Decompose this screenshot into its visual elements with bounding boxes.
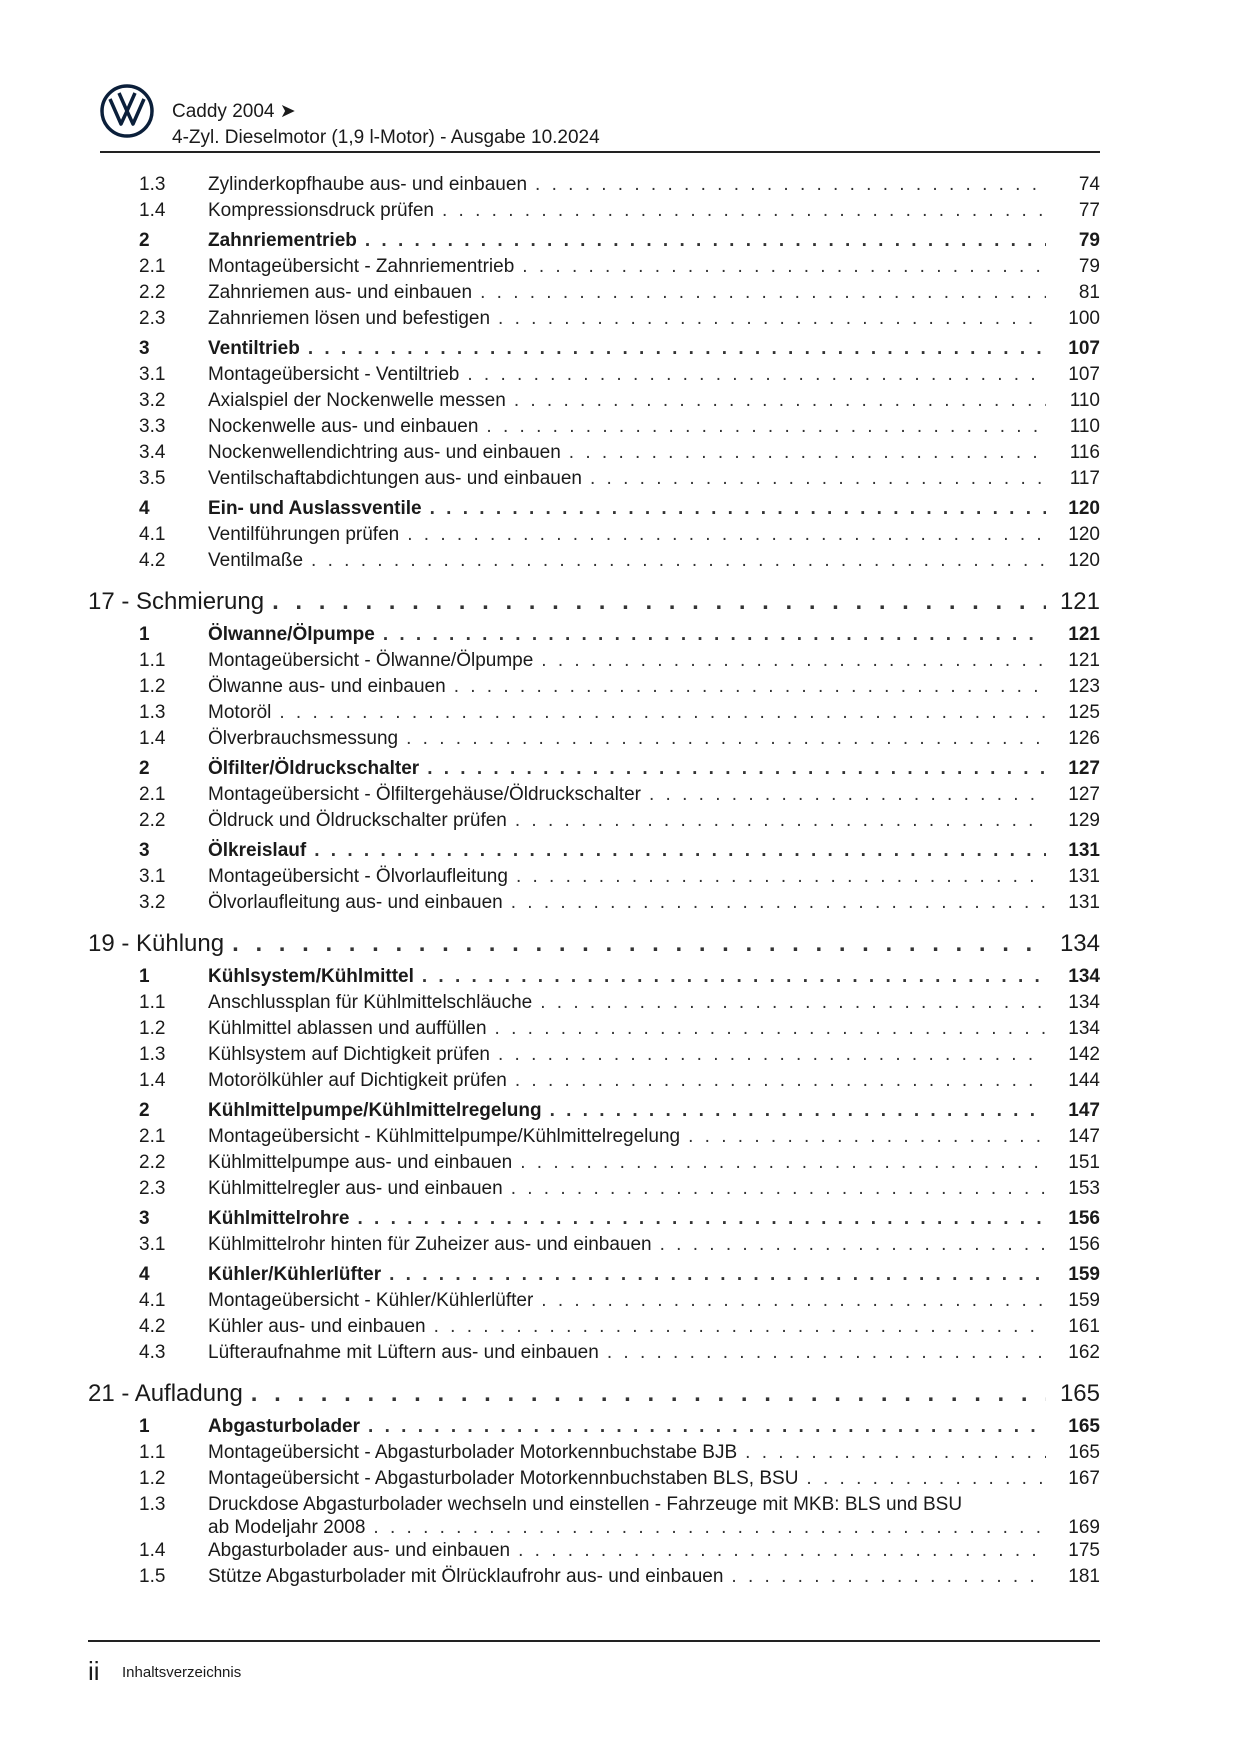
toc-leader-dots [232,928,1046,960]
toc-entry-page: 120 [1068,498,1100,519]
toc-entry-page: 156 [1068,1208,1100,1229]
toc-entry[interactable] [88,1492,1100,1518]
toc-entry-number: 3.5 [139,468,166,489]
toc-entry-number: 1.5 [139,1566,166,1587]
toc-entry-number: 4.2 [139,550,166,571]
toc-entry-page: 159 [1068,1290,1100,1311]
toc-entry-title: 19 - Kühlung [88,930,225,957]
toc-entry-number: 3 [139,840,150,861]
toc-entry-title: Abgasturbolader [208,1416,361,1437]
toc-leader-dots [407,522,1046,548]
toc-entry-number: 2.2 [139,282,166,303]
toc-entry[interactable] [88,1564,1100,1590]
toc-entry-page: 134 [1068,966,1100,987]
toc-entry-number: 2 [139,758,150,779]
toc-entry[interactable] [88,1016,1100,1042]
toc-leader-dots [480,280,1046,306]
toc-entry-page: 162 [1068,1342,1100,1363]
toc-leader-dots [688,1124,1046,1150]
toc-leader-dots [515,808,1046,834]
toc-entry-page: 107 [1068,338,1100,359]
toc-leader-dots [373,1518,1046,1538]
toc-entry-number: 1.3 [139,174,166,195]
toc-entry-number: 1.2 [139,1018,166,1039]
toc-leader-dots [550,1098,1046,1124]
toc-leader-dots [311,548,1046,574]
toc-entry[interactable] [88,198,1100,224]
toc-entry-page: 121 [1068,624,1100,645]
toc-entry-title: Montageübersicht - Ölfiltergehäuse/Öldruckschalter [208,784,641,805]
toc-entry-title: Nockenwelle aus- und einbauen [208,416,479,437]
toc-chapter[interactable] [88,1378,1100,1410]
toc-entry-continuation[interactable] [88,1518,1100,1538]
toc-entry-page: 129 [1068,810,1100,831]
toc-entry-title: Kühler aus- und einbauen [208,1316,426,1337]
toc-entry[interactable] [88,1538,1100,1564]
toc-entry-number: 1.2 [139,1468,166,1489]
toc-leader-dots [430,496,1046,522]
toc-entry-page: 131 [1068,866,1100,887]
toc-entry-number: 2.2 [139,810,166,831]
toc-leader-dots [498,1042,1046,1068]
toc-entry-number: 2.3 [139,308,166,329]
toc-leader-dots [516,864,1046,890]
toc-entry[interactable] [88,172,1100,198]
toc-leader-dots [511,890,1046,916]
toc-leader-dots [511,1176,1046,1202]
toc-entry-title-continued: ab Modeljahr 2008 [208,1517,366,1538]
toc-entry-page: 81 [1078,282,1100,303]
toc-entry-number: 3.1 [139,1234,166,1255]
toc-entry[interactable] [88,1150,1100,1176]
toc-entry-page: 134 [1068,992,1100,1013]
toc-entry[interactable] [88,1068,1100,1094]
toc-entry-page: 169 [1068,1517,1100,1538]
toc-entry-title: Nockenwellendichtring aus- und einbauen [208,442,561,463]
toc-entry-title: Montageübersicht - Ölwanne/Ölpumpe [208,650,534,671]
toc-entry-title: Zahnriementrieb [208,230,357,251]
toc-leader-dots [541,1288,1046,1314]
toc-entry-title: Motorölkühler auf Dichtigkeit prüfen [208,1070,507,1091]
toc-entry[interactable] [88,280,1100,306]
toc-entry-page: 165 [1059,1380,1100,1407]
toc-leader-dots [279,700,1046,726]
toc-leader-dots [442,198,1046,224]
toc-entry-page: 127 [1068,784,1100,805]
toc-entry-page: 165 [1068,1416,1100,1437]
toc-entry-number: 3.1 [139,866,166,887]
toc-entry-page: 74 [1078,174,1100,195]
footer-label: Inhaltsverzeichnis [122,1664,242,1681]
toc-entry-page: 125 [1068,702,1100,723]
toc-section[interactable] [88,1414,1100,1440]
toc-entry-title: Ölverbrauchsmessung [208,728,399,749]
toc-entry-page: 165 [1068,1442,1100,1463]
toc-entry-page: 147 [1068,1100,1100,1121]
page-header [100,84,1100,154]
toc-entry-page: 77 [1078,200,1100,221]
toc-entry-number: 2.1 [139,784,166,805]
toc-leader-dots [540,990,1046,1016]
toc-entry-page: 151 [1068,1152,1100,1173]
toc-leader-dots [314,838,1046,864]
toc-leader-dots [467,362,1046,388]
toc-leader-dots [518,1538,1046,1564]
toc-entry-page: 131 [1068,840,1100,861]
toc-section[interactable] [88,622,1100,648]
toc-leader-dots [590,466,1046,492]
toc-entry-title: Kompressionsdruck prüfen [208,200,434,221]
toc-entry-title: Axialspiel der Nockenwelle messen [208,390,506,411]
toc-entry-title: Montageübersicht - Ventiltrieb [208,364,460,385]
toc-entry[interactable] [88,522,1100,548]
footer-page-number: ii [88,1656,100,1686]
toc-entry-number: 3 [139,338,150,359]
toc-chapter[interactable] [88,586,1100,618]
toc-entry-page: 79 [1078,256,1100,277]
toc-entry-title: Kühlmittel ablassen und auffüllen [208,1018,487,1039]
toc-section[interactable] [88,228,1100,254]
toc-entry-title: Zahnriemen lösen und befestigen [208,308,491,329]
toc-leader-dots [806,1466,1046,1492]
toc-entry-page: 79 [1078,230,1100,251]
toc-entry-page: 156 [1068,1234,1100,1255]
toc-entry-title: Abgasturbolader aus- und einbauen [208,1540,511,1561]
toc-entry[interactable] [88,306,1100,332]
toc-entry-page: 142 [1068,1044,1100,1065]
toc-section[interactable] [88,964,1100,990]
toc-leader-dots [434,1314,1046,1340]
toc-entry-title: 17 - Schmierung [88,588,265,615]
vw-logo-icon [100,84,154,138]
toc-entry-title: Ventilmaße [208,550,304,571]
toc-entry-title: 21 - Aufladung [88,1380,243,1407]
toc-entry[interactable] [88,700,1100,726]
toc-entry[interactable] [88,1042,1100,1068]
toc-entry-page: 153 [1068,1178,1100,1199]
toc-entry-title: Kühlmittelregler aus- und einbauen [208,1178,503,1199]
toc-entry[interactable] [88,864,1100,890]
header-divider [100,151,1100,153]
toc-entry-number: 4.2 [139,1316,166,1337]
document-subtitle: 4-Zyl. Dieselmotor (1,9 l-Motor) - Ausgabe 10.2024 [172,127,600,148]
toc-entry-page: 127 [1068,758,1100,779]
toc-entry-number: 1.4 [139,728,166,749]
toc-entry-number: 4.1 [139,1290,166,1311]
toc-entry-title: Kühler/Kühlerlüfter [208,1264,382,1285]
toc-entry-title: Druckdose Abgasturbolader wechseln und einstellen - Fahrzeuge mit MKB: BLS und BSU [208,1494,963,1515]
toc-entry-number: 2.2 [139,1152,166,1173]
toc-entry-number: 4 [139,498,150,519]
toc-entry[interactable] [88,440,1100,466]
toc-entry-number: 1.3 [139,702,166,723]
toc-entry-title: Montageübersicht - Abgasturbolader Motorkennbuchstabe BJB [208,1442,738,1463]
toc-section[interactable] [88,1098,1100,1124]
toc-leader-dots [514,388,1046,414]
toc-entry-page: 147 [1068,1126,1100,1147]
toc-entry-title: Kühlmittelrohr hinten für Zuheizer aus- und einbauen [208,1234,652,1255]
toc-entry-page: 161 [1068,1316,1100,1337]
toc-leader-dots [308,336,1046,362]
toc-entry-number: 2.1 [139,256,166,277]
toc-section[interactable] [88,1206,1100,1232]
toc-entry-number: 1.1 [139,1442,166,1463]
toc-entry-page: 107 [1068,364,1100,385]
toc-leader-dots [357,1206,1046,1232]
toc-leader-dots [731,1564,1046,1590]
toc-leader-dots [368,1414,1046,1440]
toc-entry-page: 159 [1068,1264,1100,1285]
toc-leader-dots [422,964,1046,990]
toc-entry[interactable] [88,1440,1100,1466]
toc-entry-title: Öldruck und Öldruckschalter prüfen [208,810,507,831]
toc-entry-title: Ein- und Auslassventile [208,498,422,519]
toc-entry-page: 175 [1068,1540,1100,1561]
toc-entry[interactable] [88,1124,1100,1150]
toc-entry[interactable] [88,648,1100,674]
toc-leader-dots [649,782,1046,808]
toc-entry-title: Ölwanne/Ölpumpe [208,624,375,645]
toc-entry-number: 3.3 [139,416,166,437]
toc-entry-number: 1.1 [139,992,166,1013]
toc-leader-dots [535,172,1046,198]
toc-leader-dots [427,756,1046,782]
toc-entry-number: 1 [139,624,150,645]
toc-entry-number: 4.3 [139,1342,166,1363]
toc-entry[interactable] [88,1340,1100,1366]
toc-entry-title: Ölfilter/Öldruckschalter [208,758,420,779]
toc-entry[interactable] [88,1466,1100,1492]
table-of-contents [88,172,1100,1590]
toc-entry-page: 144 [1068,1070,1100,1091]
toc-leader-dots [365,228,1046,254]
toc-entry-number: 2 [139,1100,150,1121]
toc-entry-number: 3 [139,1208,150,1229]
toc-entry-page: 120 [1068,550,1100,571]
toc-leader-dots [383,622,1046,648]
toc-entry-title: Montageübersicht - Kühler/Kühlerlüfter [208,1290,534,1311]
toc-entry-title: Montageübersicht - Zahnriementrieb [208,256,515,277]
toc-entry[interactable] [88,254,1100,280]
toc-entry-number: 1.3 [139,1044,166,1065]
toc-entry-page: 121 [1068,650,1100,671]
toc-entry-title: Ölkreislauf [208,840,307,861]
toc-entry-number: 1 [139,1416,150,1437]
toc-entry-title: Montageübersicht - Ölvorlaufleitung [208,866,508,887]
toc-entry-page: 123 [1068,676,1100,697]
toc-entry[interactable] [88,726,1100,752]
toc-entry[interactable] [88,414,1100,440]
toc-entry-title: Motoröl [208,702,272,723]
toc-entry-title: Kühlmittelpumpe/Kühlmittelregelung [208,1100,542,1121]
toc-section[interactable] [88,1262,1100,1288]
page-footer [88,1640,1100,1686]
toc-entry-page: 110 [1069,390,1100,411]
toc-entry-number: 1.4 [139,200,166,221]
toc-entry-number: 3.1 [139,364,166,385]
toc-entry-number: 2.1 [139,1126,166,1147]
toc-entry-page: 116 [1069,442,1100,463]
toc-entry-number: 1.1 [139,650,166,671]
toc-leader-dots [498,306,1046,332]
toc-section[interactable] [88,838,1100,864]
toc-leader-dots [486,414,1046,440]
toc-entry-title: Montageübersicht - Abgasturbolader Motorkennbuchstaben BLS, BSU [208,1468,799,1489]
toc-section[interactable] [88,336,1100,362]
toc-entry-title: Montageübersicht - Kühlmittelpumpe/Kühlmittelregelung [208,1126,681,1147]
toc-entry-title: Ventiltrieb [208,338,300,359]
toc-leader-dots [569,440,1046,466]
toc-entry-page: 134 [1059,930,1100,957]
toc-leader-dots [660,1232,1046,1258]
toc-entry[interactable] [88,674,1100,700]
toc-entry-number: 1.4 [139,1540,166,1561]
toc-entry-number: 1.2 [139,676,166,697]
toc-leader-dots [272,586,1046,618]
toc-entry-page: 120 [1068,524,1100,545]
toc-leader-dots [251,1378,1046,1410]
toc-leader-dots [389,1262,1046,1288]
toc-entry[interactable] [88,890,1100,916]
toc-leader-dots [745,1440,1046,1466]
toc-entry[interactable] [88,1314,1100,1340]
toc-leader-dots [406,726,1046,752]
toc-leader-dots [520,1150,1046,1176]
toc-entry-title: Ventilschaftabdichtungen aus- und einbauen [208,468,582,489]
toc-entry-number: 2 [139,230,150,251]
toc-entry[interactable] [88,782,1100,808]
toc-entry-title: Kühlmittelrohre [208,1208,350,1229]
toc-entry-number: 2.3 [139,1178,166,1199]
toc-leader-dots [515,1068,1046,1094]
toc-leader-dots [495,1016,1046,1042]
toc-entry[interactable] [88,990,1100,1016]
toc-entry-title: Ölvorlaufleitung aus- und einbauen [208,892,503,913]
toc-entry-title: Lüfteraufnahme mit Lüftern aus- und einbauen [208,1342,599,1363]
toc-entry-title: Zylinderkopfhaube aus- und einbauen [208,174,528,195]
toc-entry[interactable] [88,548,1100,574]
toc-entry-title: Kühlmittelpumpe aus- und einbauen [208,1152,513,1173]
toc-entry-page: 126 [1068,728,1100,749]
toc-entry-page: 181 [1068,1566,1100,1587]
toc-entry-title: Zahnriemen aus- und einbauen [208,282,473,303]
toc-chapter[interactable] [88,928,1100,960]
toc-entry-page: 131 [1068,892,1100,913]
toc-leader-dots [522,254,1046,280]
toc-entry-page: 117 [1069,468,1100,489]
toc-entry-number: 1.3 [139,1494,166,1515]
toc-entry-title: Kühlsystem auf Dichtigkeit prüfen [208,1044,490,1065]
toc-entry[interactable] [88,362,1100,388]
toc-entry-title: Ventilführungen prüfen [208,524,400,545]
toc-entry-number: 4 [139,1264,150,1285]
toc-leader-dots [454,674,1046,700]
toc-entry-number: 3.4 [139,442,166,463]
toc-entry-number: 1.4 [139,1070,166,1091]
toc-entry-page: 121 [1059,588,1100,615]
toc-entry-page: 167 [1068,1468,1100,1489]
toc-entry[interactable] [88,1288,1100,1314]
toc-entry[interactable] [88,808,1100,834]
toc-entry[interactable] [88,1232,1100,1258]
toc-entry-number: 1 [139,966,150,987]
toc-entry-title: Stütze Abgasturbolader mit Ölrücklaufrohr aus- und einbauen [208,1566,724,1587]
toc-entry-number: 3.2 [139,390,166,411]
toc-section[interactable] [88,756,1100,782]
toc-entry-title: Ölwanne aus- und einbauen [208,676,446,697]
footer-divider [88,1640,1100,1642]
toc-entry-number: 3.2 [139,892,166,913]
document-title: Caddy 2004 ➤ [172,101,296,122]
toc-leader-dots [607,1340,1046,1366]
toc-entry-page: 134 [1068,1018,1100,1039]
toc-entry[interactable] [88,388,1100,414]
toc-entry-title: Anschlussplan für Kühlmittelschläuche [208,992,533,1013]
toc-entry-title: Kühlsystem/Kühlmittel [208,966,414,987]
toc-entry-page: 100 [1068,308,1100,329]
toc-leader-dots [541,648,1046,674]
toc-section[interactable] [88,496,1100,522]
toc-entry-page: 110 [1069,416,1100,437]
toc-entry[interactable] [88,1176,1100,1202]
toc-entry-number: 4.1 [139,524,166,545]
toc-entry[interactable] [88,466,1100,492]
